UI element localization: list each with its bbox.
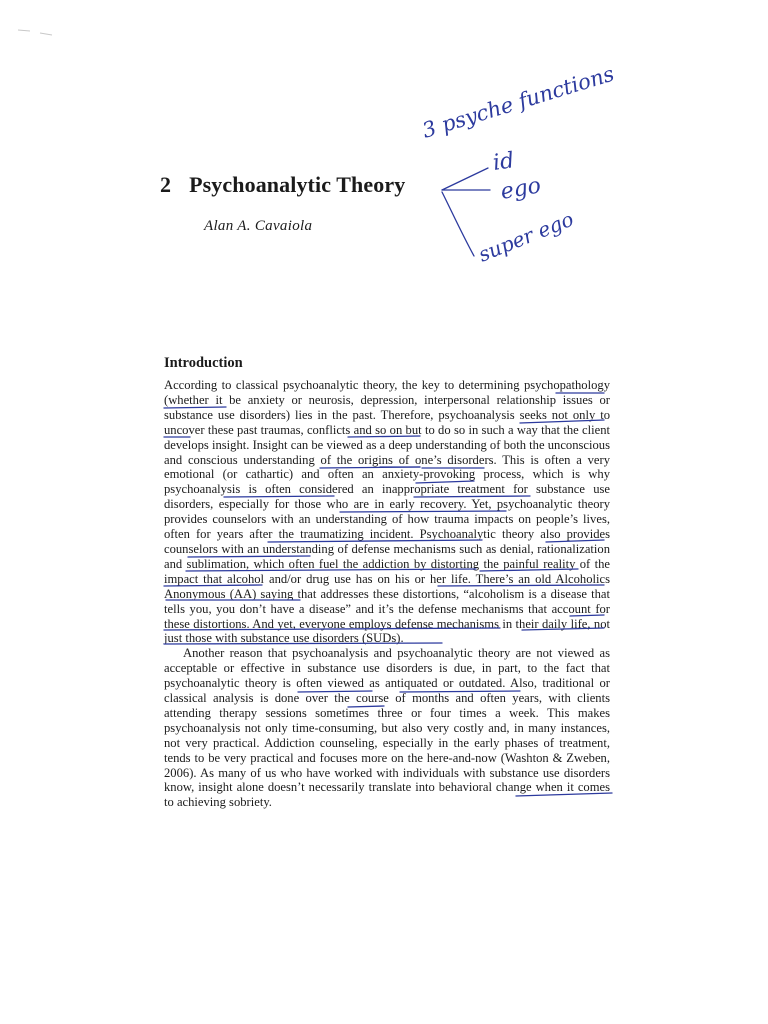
annotation-arrow-line	[442, 168, 488, 190]
section-heading: Introduction	[164, 355, 243, 371]
author-name: Alan A. Cavaiola	[204, 218, 313, 234]
chapter-heading	[160, 172, 405, 198]
paragraph-1: According to classical psychoanalytic theory, the key to determining psychopathology (whether it be anxiety or neurosis, depression, interpersonal relationship issues or substance use disorders) lies in the past. Therefore, psychoanalysis seeks not only to uncover these past traumas, conflicts and so on but to do so in such a way that the client develops insight. Insight can be viewed as a deep understanding of both the unconscious and conscious understanding of the origins of one’s disorders. This is often a very emotional (or cathartic) and often an anxiety-provoking process, which is why psychoanalysis is often considered an inappropriate treatment for substance use disorders, especially for those who are in early recovery. Yet, psychoanalytic theory provides counselors with an understanding of how trauma impacts on people’s lives, often for years after the traumatizing incident. Psychoanalytic theory also provides counselors with an understanding of defense mechanisms such as denial, rationalization and sublimation, which often fuel the addiction by distorting the painful reality of the impact that alcohol and/or drug use has on his or her life. There’s an old Alcoholics Anonymous (AA) saying that addresses these distortions, “alcoholism is a disease that tells you, you don’t have a disease” and it’s the defense mechanisms that account for these distortions. And yet, everyone employs defense mechanisms in their daily life, not just those with substance use disorders (SUDs).	[164, 378, 610, 646]
handwritten-note-ego: ego	[498, 173, 543, 205]
paragraph-2: Another reason that psychoanalysis and psychoanalytic theory are not viewed as acceptable or effective in substance use disorders is due, in part, to the fact that psychoanalytic theory is often viewed as antiquated or outdated. Also, traditional or classical analysis is done over the course of months and often years, with clients attending therapy sessions sometimes three or four times a week. This makes psychoanalysis not only time-consuming, but also very costly and, in many instances, not very practical. Addiction counseling, especially in the early phases of treatment, tends to be very practical and focuses more on the here-and-now (Washton & Zweben, 2006). As many of us who have worked with individuals with substance use disorders know, insight alone doesn’t necessarily translate into behavioral change when it comes to achieving sobriety.	[164, 646, 610, 810]
scan-speck	[18, 30, 30, 31]
body-text	[164, 378, 610, 810]
handwritten-note-psyche-functions: 3 psyche functions	[419, 61, 617, 143]
chapter-title: Psychoanalytic Theory	[189, 172, 406, 197]
chapter-number: 2	[160, 172, 172, 197]
handwritten-note-id: id	[491, 148, 516, 176]
annotation-arrow-line	[442, 192, 474, 256]
handwritten-note-super-ego: super ego	[474, 206, 577, 267]
scan-speck	[40, 33, 52, 35]
